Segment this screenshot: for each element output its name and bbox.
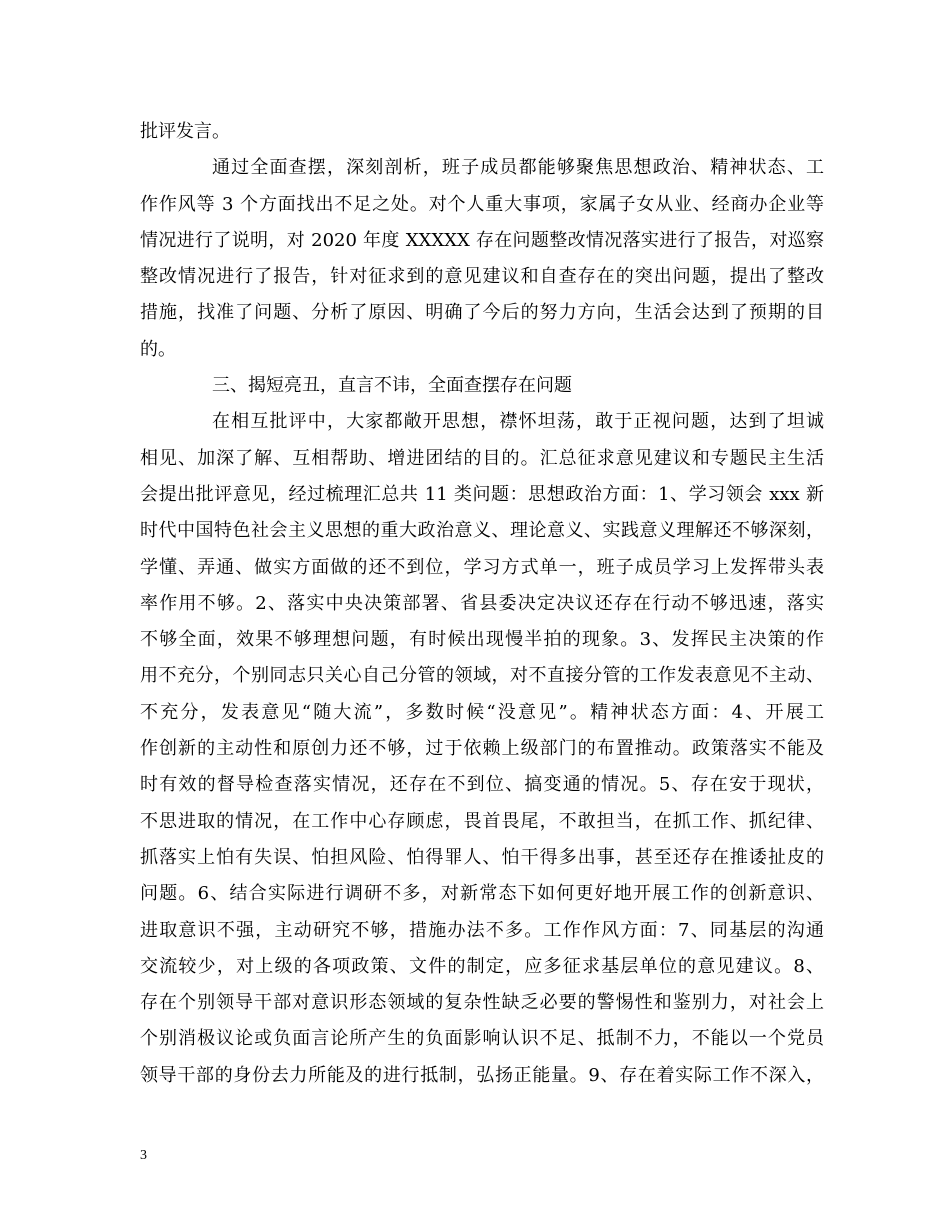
- text-line: 进取意识不强，主动研究不够，措施办法不多。工作作风方面：7、同基层的沟通: [140, 919, 824, 941]
- text-line: 问题。6、结合实际进行调研不多，对新常态下如何更好地开展工作的创新意识、: [140, 883, 824, 905]
- text-line: 的。: [140, 338, 176, 360]
- text-line: 措施，找准了问题、分析了原因、明确了今后的努力方向，生活会达到了预期的目: [140, 302, 824, 324]
- text-line: 整改情况进行了报告，针对征求到的意见建议和自查存在的突出问题，提出了整改: [140, 266, 824, 288]
- text-line: 个别消极议论或负面言论所产生的负面影响认识不足、抵制不力，不能以一个党员: [140, 1028, 824, 1050]
- text-line: 不够全面，效果不够理想问题，有时候出现慢半拍的现象。3、发挥民主决策的作: [140, 629, 824, 651]
- text-line: 交流较少，对上级的各项政策、文件的制定，应多征求基层单位的意见建议。8、: [140, 955, 824, 977]
- text-line: 时代中国特色社会主义思想的重大政治意义、理论意义、实践意义理解还不够深刻，: [140, 520, 824, 542]
- text-line: 不思进取的情况，在工作中心存顾虑，畏首畏尾，不敢担当，在抓工作、抓纪律、: [140, 810, 824, 832]
- text-line: 相见、加深了解、互相帮助、增进团结的目的。汇总征求意见建议和专题民主生活: [140, 447, 824, 469]
- text-line: 情况进行了说明，对 2020 年度 XXXXX 存在问题整改情况落实进行了报告，对巡察: [140, 229, 824, 251]
- document-body: [140, 114, 824, 1094]
- paragraph-first-line: 通过全面查摆，深刻剖析，班子成员都能够聚焦思想政治、精神状态、工: [212, 157, 824, 179]
- text-line: 不充分，发表意见“随大流”，多数时候“没意见”。精神状态方面：4、开展工: [140, 701, 824, 723]
- paragraph-first-line: 在相互批评中，大家都敞开思想，襟怀坦荡，敢于正视问题，达到了坦诚: [212, 411, 824, 433]
- text-line: 率作用不够。2、落实中央决策部署、省县委决定决议还存在行动不够迅速，落实: [140, 592, 824, 614]
- section-heading: 三、揭短亮丑，直言不讳，全面查摆存在问题: [212, 375, 572, 397]
- text-line: 会提出批评意见，经过梳理汇总共 11 类问题：思想政治方面：1、学习领会 xxx 新: [140, 483, 824, 505]
- text-line: 时有效的督导检查落实情况，还存在不到位、搞变通的情况。5、存在安于现状，: [140, 774, 824, 796]
- text-line: 学懂、弄通、做实方面做的还不到位，学习方式单一，班子成员学习上发挥带头表: [140, 556, 824, 578]
- text-line: 存在个别领导干部对意识形态领域的复杂性缺乏必要的警惕性和鉴别力，对社会上: [140, 992, 824, 1014]
- text-line: 抓落实上怕有失误、怕担风险、怕得罪人、怕干得多出事，甚至还存在推诿扯皮的: [140, 846, 824, 868]
- text-line: 作作风等 3 个方面找出不足之处。对个人重大事项，家属子女从业、经商办企业等: [140, 193, 824, 215]
- page-number: 3: [140, 1148, 147, 1163]
- text-line: 用不充分，个别同志只关心自己分管的领域，对不直接分管的工作发表意见不主动、: [140, 665, 824, 687]
- text-line: 领导干部的身份去力所能及的进行抵制，弘扬正能量。9、存在着实际工作不深入，: [140, 1064, 824, 1086]
- text-line: 批评发言。: [140, 121, 230, 142]
- text-line: 作创新的主动性和原创力还不够，过于依赖上级部门的布置推动。政策落实不能及: [140, 738, 824, 760]
